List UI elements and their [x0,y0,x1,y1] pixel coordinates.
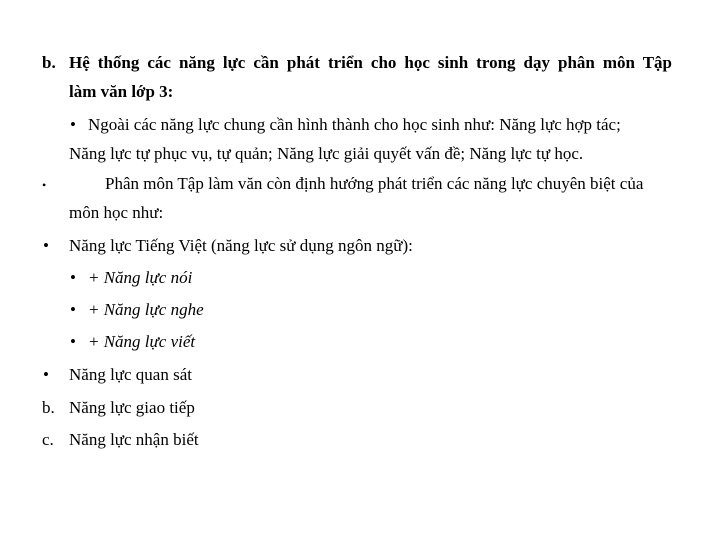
vietnamese-competency-label: Năng lực Tiếng Việt (năng lực sử dụng ngôn ngữ): [69,236,413,255]
general-note-line1: Ngoài các năng lực chung cần hình thành cho học sinh như: Năng lực hợp tác; [88,115,621,134]
lettered-item-communication: Năng lực giao tiếp [69,398,195,417]
specific-note-line2: môn học như: [69,203,164,222]
sub-item-bullet: • [70,300,76,319]
vietnamese-competency-bullet: • [43,236,49,255]
specific-note-bullet: • [42,178,47,192]
section-b-heading-line2: làm văn lớp 3: [69,82,174,101]
general-note-bullet: • [70,115,76,134]
sub-item-speaking: + Năng lực nói [88,268,193,287]
sub-item-bullet: • [70,332,76,351]
observation-competency-bullet: • [43,365,49,384]
section-b-heading-line1: Hệ thống các năng lực cần phát triển cho học sinh trong dạy phân môn Tập [69,53,672,72]
specific-note-line1: Phân môn Tập làm văn còn định hướng phát triển các năng lực chuyên biệt của [105,174,644,193]
lettered-item-marker: c. [42,430,54,449]
sub-item-bullet: • [70,268,76,287]
section-b-marker: b. [42,53,56,72]
lettered-item-recognition: Năng lực nhận biết [69,430,199,449]
observation-competency-label: Năng lực quan sát [69,365,192,384]
lettered-item-marker: b. [42,398,55,417]
sub-item-listening: + Năng lực nghe [88,300,204,319]
general-note-line2: Năng lực tự phục vụ, tự quản; Năng lực giải quyết vấn đề; Năng lực tự học. [69,144,584,163]
sub-item-writing: + Năng lực viết [88,332,196,351]
